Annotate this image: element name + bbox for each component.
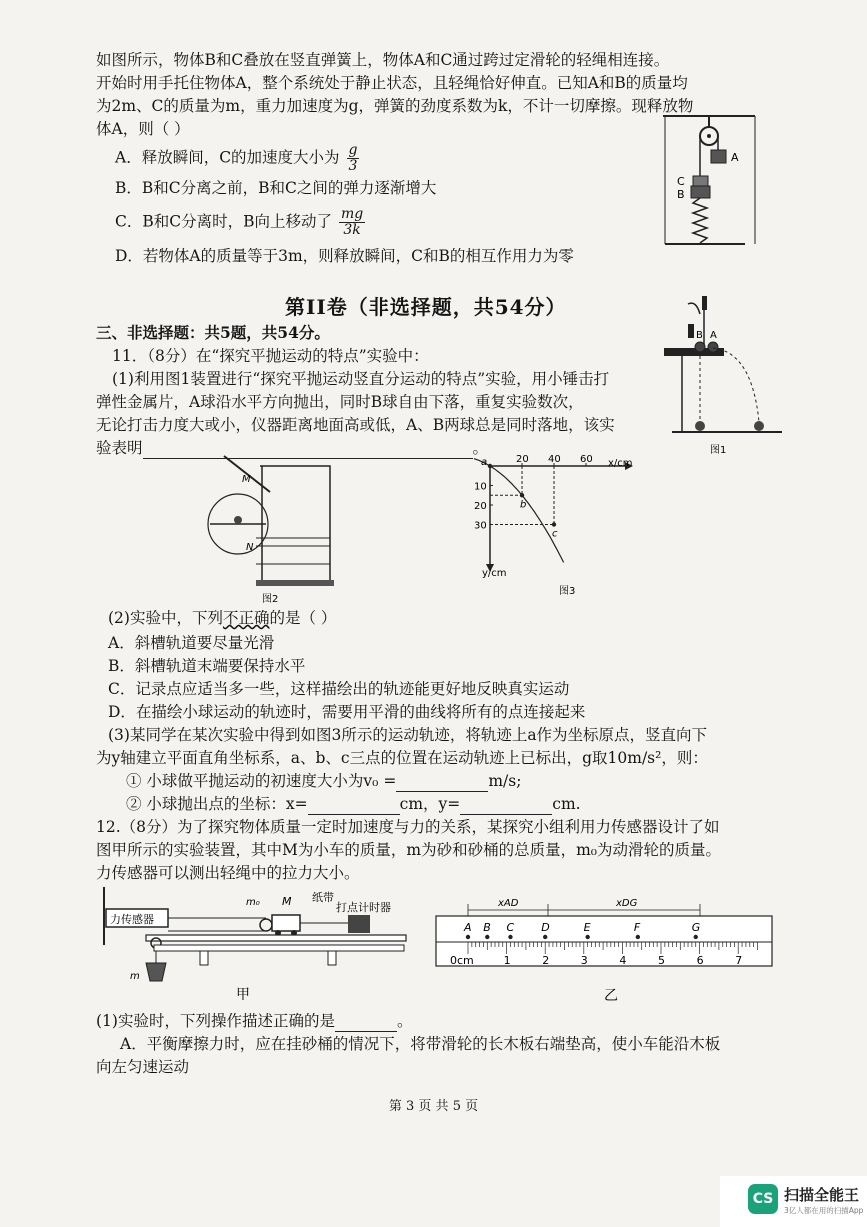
fig3-xtick-label: 60 bbox=[580, 454, 593, 465]
q10-line4: 体A，则（ ） bbox=[96, 120, 190, 138]
q10-line2: 开始时用手托住物体A，整个系统处于静止状态，且轻绳恰好伸直。已知A和B的质量均 bbox=[96, 74, 688, 92]
q10-option-a-text: A．释放瞬间，C的加速度大小为 bbox=[115, 148, 340, 167]
q11-p3-item2-unit: cm. bbox=[552, 795, 581, 813]
label-a: A bbox=[731, 151, 739, 164]
tape-dot bbox=[585, 935, 589, 939]
fraction-denominator: 3k bbox=[343, 222, 361, 238]
tape-point-label: F bbox=[633, 921, 641, 934]
q11-p3-item2 bbox=[126, 793, 581, 815]
fig3-point bbox=[488, 464, 492, 468]
fig-yi-xdg: xDG bbox=[616, 898, 638, 909]
q10-option-a bbox=[115, 143, 361, 174]
q11-p2-stem bbox=[108, 607, 336, 629]
fig3-ytick-label: 10 bbox=[474, 481, 487, 493]
tape-point-label: G bbox=[691, 921, 701, 934]
q10-option-c-text: C．B和C分离时，B向上移动了 bbox=[115, 212, 333, 231]
figure-1 bbox=[660, 290, 800, 460]
q11-p2-emphasis: 不正确 bbox=[222, 609, 270, 627]
q10-line3: 为2m、C的质量为m，重力加速度为g，弹簧的劲度系数为k，不计一切摩擦。现释放物 bbox=[96, 97, 694, 115]
scanner-logo-icon: CS bbox=[748, 1184, 778, 1214]
q11-p2-option-a: A．斜槽轨道要尽量光滑 bbox=[108, 634, 275, 652]
fraction-denominator: 3 bbox=[348, 158, 358, 174]
fraction-numerator: g bbox=[348, 142, 358, 158]
q12-line3: 力传感器可以测出轻绳中的拉力大小。 bbox=[96, 864, 360, 882]
fig-jia-tape: 纸带 bbox=[312, 891, 334, 904]
scanner-watermark bbox=[720, 1176, 867, 1227]
fig-jia-sensor-label: 力传感器 bbox=[110, 913, 154, 926]
ruler-label: 1 bbox=[503, 954, 511, 967]
fig-jia-caption: 甲 bbox=[236, 987, 250, 1000]
q11-p3-line2: 为y轴建立平面直角坐标系，a、b、c三点的位置在运动轨迹上已标出，g取10m/s²，则： bbox=[96, 749, 708, 767]
fig3-caption: 图3 bbox=[559, 586, 576, 597]
answer-blank[interactable] bbox=[396, 775, 488, 792]
answer-blank[interactable] bbox=[460, 798, 552, 815]
q11-p2-option-c: C．记录点应适当多一些，这样描绘出的轨迹能更好地反映真实运动 bbox=[108, 680, 570, 698]
spring-pulley-figure bbox=[655, 108, 765, 258]
q11-p2-pre: (2)实验中，下列 bbox=[108, 609, 223, 627]
q12-line2: 图甲所示的实验装置，其中M为小车的质量，m为砂和砂桶的总质量，m₀为动滑轮的质量。 bbox=[96, 841, 721, 859]
figure-yi bbox=[432, 890, 782, 1005]
fig3-xlabel: x/cm bbox=[608, 458, 633, 469]
figure-2 bbox=[200, 452, 350, 607]
fig3-xtick-label: 40 bbox=[548, 454, 561, 465]
q12-p1-text: (1)实验时，下列操作描述正确的是 bbox=[96, 1012, 335, 1030]
label-c: C bbox=[677, 175, 685, 188]
fig3-xtick-label: 20 bbox=[516, 454, 529, 465]
ruler-label: 7 bbox=[735, 954, 743, 967]
fig1-label-b: B bbox=[696, 330, 703, 341]
ruler-label: 2 bbox=[542, 954, 550, 967]
fig3-point-label: a bbox=[481, 457, 488, 468]
fraction-numerator: mg bbox=[340, 206, 364, 222]
fig3-ytick-label: 20 bbox=[474, 501, 487, 512]
q11-p3-item2-text: ② 小球抛出点的坐标：x= bbox=[126, 795, 308, 813]
q12-p1 bbox=[96, 1010, 412, 1032]
fig-jia-m: m bbox=[130, 971, 140, 982]
fig2-caption: 图2 bbox=[262, 594, 279, 605]
q12-option-a-line2: 向左匀速运动 bbox=[96, 1058, 190, 1076]
tape-dot bbox=[636, 935, 640, 939]
answer-blank[interactable] bbox=[335, 1015, 397, 1032]
tape-dot bbox=[466, 935, 470, 939]
q10-option-c bbox=[115, 207, 367, 238]
part2-heading: 三、非选择题：共5题，共54分。 bbox=[96, 323, 330, 342]
q10-option-c-fraction bbox=[339, 207, 365, 238]
ruler-label: 0cm bbox=[450, 954, 474, 967]
fig3-point-label: b bbox=[520, 499, 527, 511]
fig3-ytick-label: 30 bbox=[474, 520, 487, 532]
ruler-label: 5 bbox=[658, 954, 665, 967]
tape-point-label: B bbox=[483, 921, 491, 934]
fig-jia-m0: m₀ bbox=[246, 897, 260, 908]
fig1-label-a: A bbox=[710, 330, 717, 341]
q10-option-b: B．B和C分离之前，B和C之间的弹力逐渐增大 bbox=[115, 179, 437, 197]
q12-line1: 12.（8分）为了探究物体质量一定时加速度与力的关系，某探究小组利用力传感器设计了如 bbox=[96, 818, 720, 836]
ruler-label: 4 bbox=[619, 954, 627, 967]
fig3-point bbox=[552, 522, 556, 526]
q12-option-a-line1: A．平衡摩擦力时，应在挂砂桶的情况下，将带滑轮的长木板右端垫高，使小车能沿木板 bbox=[120, 1035, 721, 1053]
page-footer: 第 3 页 共 5 页 bbox=[388, 1099, 479, 1114]
scanner-subtitle: 3亿人都在用的扫描App bbox=[784, 1206, 864, 1215]
tape-point-label: C bbox=[506, 921, 515, 934]
q11-p1-line4-end: 。 bbox=[472, 439, 489, 457]
tape-dot bbox=[694, 935, 698, 939]
tape-dot bbox=[543, 935, 547, 939]
figure-jia bbox=[96, 885, 416, 1000]
q10-option-a-fraction bbox=[347, 143, 360, 174]
fig3-trajectory bbox=[474, 459, 564, 563]
fig2-label-m: M bbox=[242, 474, 251, 485]
fig3-point-label: c bbox=[552, 528, 558, 540]
q11-p3-item2-mid: cm，y= bbox=[399, 795, 461, 813]
fig2-label-n: N bbox=[246, 542, 254, 553]
fig3-ylabel: y/cm bbox=[482, 568, 507, 579]
fig-yi-xad: xAD bbox=[498, 898, 519, 909]
q11-p2-option-d: D．在描绘小球运动的轨迹时，需要用平滑的曲线将所有的点连接起来 bbox=[108, 703, 586, 721]
fig-yi-caption: 乙 bbox=[604, 988, 618, 1004]
q11-p1-line3: 无论打击力度大或小，仪器距离地面高或低，A、B两球总是同时落地，该实 bbox=[96, 416, 615, 434]
q11-p2-post: 的是（ ） bbox=[269, 609, 337, 627]
q11-p3-item1 bbox=[126, 770, 521, 792]
scanner-name: 扫描全能王 bbox=[784, 1186, 860, 1204]
q11-p3-item1-text: ① 小球做平抛运动的初速度大小为v₀ = bbox=[126, 772, 397, 790]
label-b: B bbox=[677, 188, 685, 201]
tape-point-label: A bbox=[464, 921, 472, 934]
fig-jia-timer: 打点计时器 bbox=[336, 901, 391, 914]
q11-p1-line1: (1)利用图1装置进行“探究平抛运动竖直分运动的特点”实验，用小锤击打 bbox=[112, 370, 610, 388]
q11-p3-item1-unit: m/s; bbox=[488, 772, 522, 790]
q10-line1: 如图所示，物体B和C叠放在竖直弹簧上，物体A和C通过跨过定滑轮的轻绳相连接。 bbox=[96, 51, 670, 69]
figure-3 bbox=[470, 452, 650, 602]
ruler-label: 6 bbox=[696, 954, 704, 967]
tape-point-label: E bbox=[583, 921, 591, 934]
fig-jia-M: M bbox=[282, 895, 292, 908]
answer-blank[interactable] bbox=[308, 798, 400, 815]
tape-dot bbox=[485, 935, 489, 939]
q12-p1-end: 。 bbox=[396, 1012, 413, 1030]
fig3-point bbox=[520, 493, 524, 497]
part2-title: 第II卷（非选择题，共54分） bbox=[285, 295, 567, 319]
q11-p3-line1: (3)某同学在某次实验中得到如图3所示的运动轨迹，将轨迹上a作为坐标原点，竖直向下 bbox=[108, 726, 708, 744]
q11-p1-line2: 弹性金属片，A球沿水平方向抛出，同时B球自由下落，重复实验数次， bbox=[96, 393, 584, 411]
tape-point-label: D bbox=[541, 921, 550, 934]
tape-dot bbox=[508, 935, 512, 939]
q11-p1-line4-text: 验表明 bbox=[96, 439, 143, 457]
ruler-label: 3 bbox=[580, 954, 588, 967]
q11-intro: 11．（8分）在“探究平抛运动的特点”实验中： bbox=[112, 347, 429, 365]
q10-option-d: D．若物体A的质量等于3m，则释放瞬间，C和B的相互作用力为零 bbox=[115, 247, 574, 265]
q11-p2-option-b: B．斜槽轨道末端要保持水平 bbox=[108, 657, 306, 675]
fig1-caption: 图1 bbox=[710, 445, 727, 456]
